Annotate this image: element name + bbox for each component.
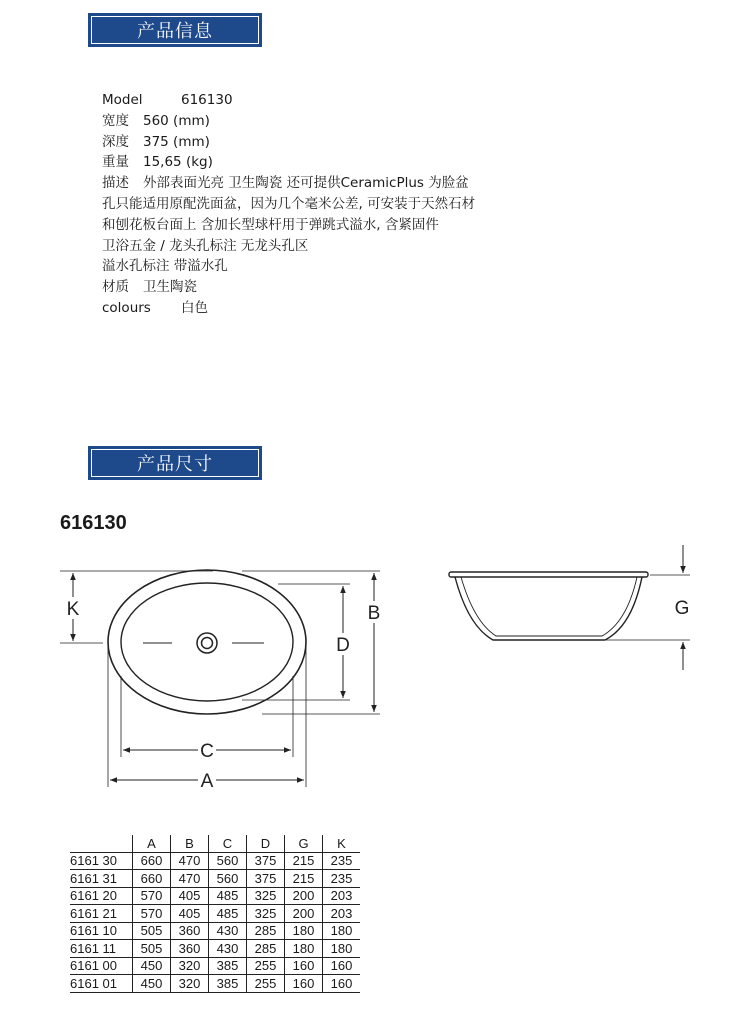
table-row xyxy=(70,905,360,923)
dim-label-d: D xyxy=(336,635,350,656)
table-cell: 375 xyxy=(247,870,285,888)
table-header: B xyxy=(171,835,209,852)
table-header: G xyxy=(285,835,323,852)
description-line: 孔只能适用原配洗面盆，因为几个毫米公差, 可安装于天然石材 xyxy=(102,195,476,212)
table-cell: 505 xyxy=(133,940,171,958)
drain-inner xyxy=(202,638,213,649)
description-line: 卫浴五金 / 龙头孔标注 无龙头孔区 xyxy=(102,237,309,254)
table-cell: 360 xyxy=(171,922,209,940)
table-cell: 203 xyxy=(323,905,361,923)
table-cell: 255 xyxy=(247,957,285,975)
table-cell: 235 xyxy=(323,852,361,870)
table-cell: 180 xyxy=(323,922,361,940)
table-cell: 660 xyxy=(133,870,171,888)
depth-value: 375 (mm) xyxy=(143,133,210,150)
table-cell-code: 6161 21 xyxy=(70,905,133,923)
table-row xyxy=(70,957,360,975)
table-cell: 470 xyxy=(171,870,209,888)
basin-outer-rim xyxy=(108,570,306,714)
table-cell: 215 xyxy=(285,852,323,870)
table-cell: 160 xyxy=(285,957,323,975)
width-label: 宽度 xyxy=(102,112,129,129)
table-cell: 430 xyxy=(209,940,247,958)
table-cell: 570 xyxy=(133,905,171,923)
description-label: 描述 xyxy=(102,175,129,192)
table-cell: 200 xyxy=(285,887,323,905)
weight-label: 重量 xyxy=(102,154,129,171)
drain-outer xyxy=(197,633,217,653)
table-cell-code: 6161 30 xyxy=(70,852,133,870)
model-label: Model xyxy=(102,92,143,108)
drawing-model-number: 616130 xyxy=(60,512,127,534)
table-cell: 235 xyxy=(323,870,361,888)
table-cell: 385 xyxy=(209,975,247,993)
table-header: K xyxy=(323,835,361,852)
table-row xyxy=(70,922,360,940)
table-cell: 560 xyxy=(209,852,247,870)
table-cell: 285 xyxy=(247,940,285,958)
table-cell: 385 xyxy=(209,957,247,975)
dim-label-b: B xyxy=(367,603,381,624)
table-cell: 485 xyxy=(209,887,247,905)
table-row xyxy=(70,975,360,993)
table-cell: 470 xyxy=(171,852,209,870)
depth-label: 深度 xyxy=(102,133,129,150)
section-title: 产品尺寸 xyxy=(137,454,213,475)
table-cell: 215 xyxy=(285,870,323,888)
table-cell: 320 xyxy=(171,957,209,975)
table-cell: 375 xyxy=(247,852,285,870)
table-cell: 360 xyxy=(171,940,209,958)
table-cell: 450 xyxy=(133,957,171,975)
table-cell: 180 xyxy=(285,940,323,958)
table-cell: 285 xyxy=(247,922,285,940)
basin-inner-bowl xyxy=(121,583,293,701)
table-cell: 430 xyxy=(209,922,247,940)
colours-label: colours xyxy=(102,299,151,316)
table-cell: 180 xyxy=(323,940,361,958)
table-cell: 485 xyxy=(209,905,247,923)
table-cell: 325 xyxy=(247,887,285,905)
dimensions-table xyxy=(70,835,360,993)
table-cell: 505 xyxy=(133,922,171,940)
table-cell-code: 6161 00 xyxy=(70,957,133,975)
table-row xyxy=(70,852,360,870)
table-header: D xyxy=(247,835,285,852)
description-line: 外部表面光亮 卫生陶瓷 还可提供CeramicPlus 为脸盆 xyxy=(143,175,469,192)
table-cell: 560 xyxy=(209,870,247,888)
basin-side-view xyxy=(449,572,648,640)
table-cell: 450 xyxy=(133,975,171,993)
table-cell: 320 xyxy=(171,975,209,993)
table-header: C xyxy=(209,835,247,852)
table-cell: 255 xyxy=(247,975,285,993)
weight-value: 15,65 (kg) xyxy=(143,154,213,171)
material-label: 材质 xyxy=(102,279,129,296)
table-row xyxy=(70,887,360,905)
description-line: 溢水孔标注 带溢水孔 xyxy=(102,258,228,275)
section-title: 产品信息 xyxy=(137,21,213,42)
table-header: A xyxy=(133,835,171,852)
dim-label-c: C xyxy=(200,741,214,762)
table-cell: 405 xyxy=(171,905,209,923)
table-header xyxy=(70,835,133,852)
dim-label-k: K xyxy=(66,599,80,620)
colours-value: 白色 xyxy=(181,299,208,316)
table-cell: 405 xyxy=(171,887,209,905)
table-cell: 325 xyxy=(247,905,285,923)
table-cell-code: 6161 20 xyxy=(70,887,133,905)
table-header-row xyxy=(70,835,360,852)
table-cell: 200 xyxy=(285,905,323,923)
table-cell-code: 6161 31 xyxy=(70,870,133,888)
table-cell-code: 6161 11 xyxy=(70,940,133,958)
table-cell: 160 xyxy=(323,957,361,975)
table-row xyxy=(70,870,360,888)
material-value: 卫生陶瓷 xyxy=(143,279,197,296)
table-cell-code: 6161 10 xyxy=(70,922,133,940)
table-cell: 160 xyxy=(323,975,361,993)
width-value: 560 (mm) xyxy=(143,112,210,129)
table-cell: 180 xyxy=(285,922,323,940)
table-cell: 203 xyxy=(323,887,361,905)
table-cell: 570 xyxy=(133,887,171,905)
table-cell-code: 6161 01 xyxy=(70,975,133,993)
dim-label-a: A xyxy=(200,771,214,792)
description-line: 和刨花板台面上 含加长型球杆用于弹跳式溢水, 含紧固件 xyxy=(102,216,439,233)
table-cell: 660 xyxy=(133,852,171,870)
model-value: 616130 xyxy=(181,92,233,108)
dim-label-g: G xyxy=(674,598,690,619)
table-cell: 160 xyxy=(285,975,323,993)
table-row xyxy=(70,940,360,958)
